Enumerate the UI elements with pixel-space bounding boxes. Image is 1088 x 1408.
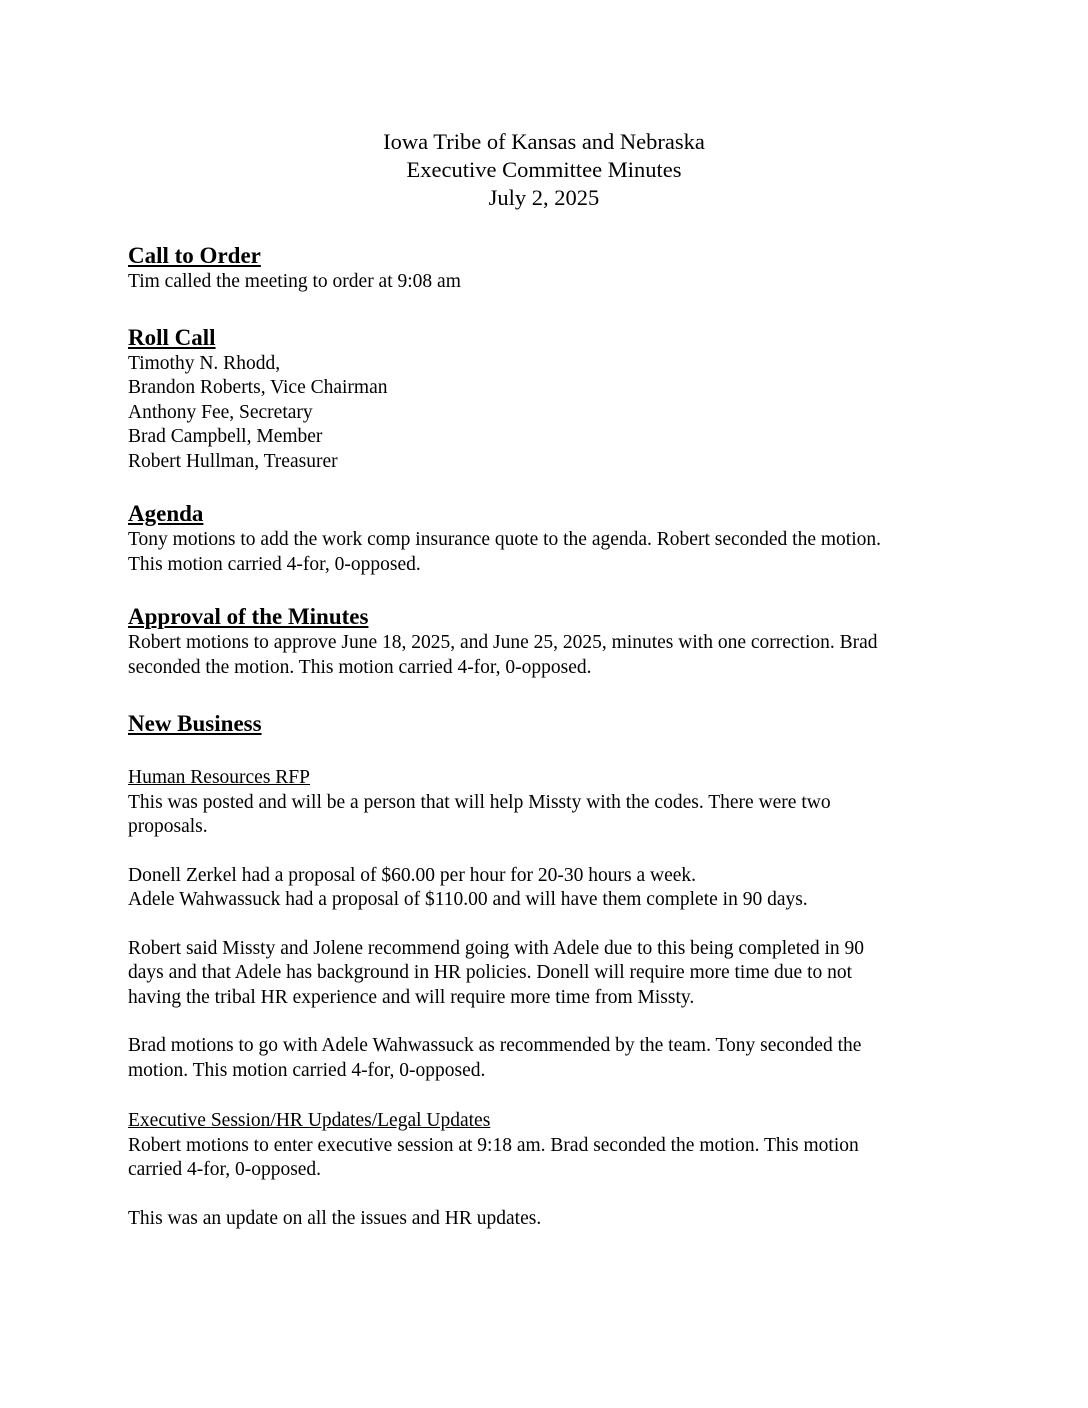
section-roll-call [128, 324, 978, 475]
roll-call-member: Timothy N. Rhodd, [128, 352, 281, 374]
paragraph-line: Adele Wahwassuck had a proposal of $110.00 and will have them complete in 90 days. [128, 889, 808, 910]
paragraph-line: Brad motions to go with Adele Wahwassuck as recommended by the team. Tony seconded the [128, 1035, 862, 1056]
section-heading: Approval of the Minutes [128, 604, 369, 629]
roll-call-member: Brandon Roberts, Vice Chairman [128, 377, 388, 398]
subsection-hr-rfp [128, 766, 978, 1083]
section-approval-of-minutes [128, 603, 978, 680]
section-heading: Roll Call [128, 324, 216, 350]
paragraph-line: Donell Zerkel had a proposal of $60.00 per hour for 20-30 hours a week. [128, 864, 697, 886]
paragraph [128, 937, 978, 1011]
paragraph-line: Robert motions to enter executive session at 9:18 am. Brad seconded the motion. This motion [128, 1134, 859, 1156]
paragraph [128, 1207, 978, 1232]
paragraph [128, 864, 978, 913]
roll-call-member: Anthony Fee, Secretary [128, 401, 313, 423]
paragraph-line: motion. This motion carried 4-for, 0-opposed. [128, 1059, 486, 1081]
roll-call-member: Brad Campbell, Member [128, 426, 323, 447]
document-header [0, 128, 1088, 212]
paragraph-line: having the tribal HR experience and will require more time from Missty. [128, 986, 695, 1008]
paragraph-line: This was posted and will be a person that will help Missty with the codes. There were two [128, 791, 831, 813]
section-text-line: This motion carried 4-for, 0-opposed. [128, 553, 421, 575]
section-text: Tim called the meeting to order at 9:08 am [128, 271, 461, 292]
roll-call-member: Robert Hullman, Treasurer [128, 450, 338, 472]
section-agenda [128, 500, 978, 577]
paragraph-line: carried 4-for, 0-opposed. [128, 1159, 322, 1180]
header-document-type: Executive Committee Minutes [406, 157, 682, 182]
section-text-line: Tony motions to add the work comp insurance quote to the agenda. Robert seconded the motion. [128, 529, 882, 550]
subsection-title: Human Resources RFP [128, 767, 310, 788]
section-text-line: seconded the motion. This motion carried 4-for, 0-opposed. [128, 656, 592, 678]
paragraph-line: Robert said Missty and Jolene recommend going with Adele due to this being completed in 90 [128, 937, 865, 959]
section-heading: New Business [128, 711, 262, 736]
subsection-executive-session [128, 1109, 978, 1231]
section-heading: Call to Order [128, 243, 261, 268]
section-call-to-order [128, 242, 978, 295]
section-new-business [128, 710, 978, 1231]
header-date: July 2, 2025 [488, 185, 600, 210]
header-organization: Iowa Tribe of Kansas and Nebraska [383, 129, 705, 154]
section-heading: Agenda [128, 501, 204, 526]
paragraph-line: proposals. [128, 816, 208, 837]
document-body [128, 242, 978, 1231]
paragraph-line: days and that Adele has background in HR policies. Donell will require more time due to not [128, 962, 853, 983]
section-text-line: Robert motions to approve June 18, 2025, and June 25, 2025, minutes with one correction. Brad [128, 632, 878, 653]
subsection-title: Executive Session/HR Updates/Legal Updates [128, 1110, 491, 1131]
paragraph [128, 1034, 978, 1083]
paragraph-line: This was an update on all the issues and HR updates. [128, 1207, 542, 1229]
